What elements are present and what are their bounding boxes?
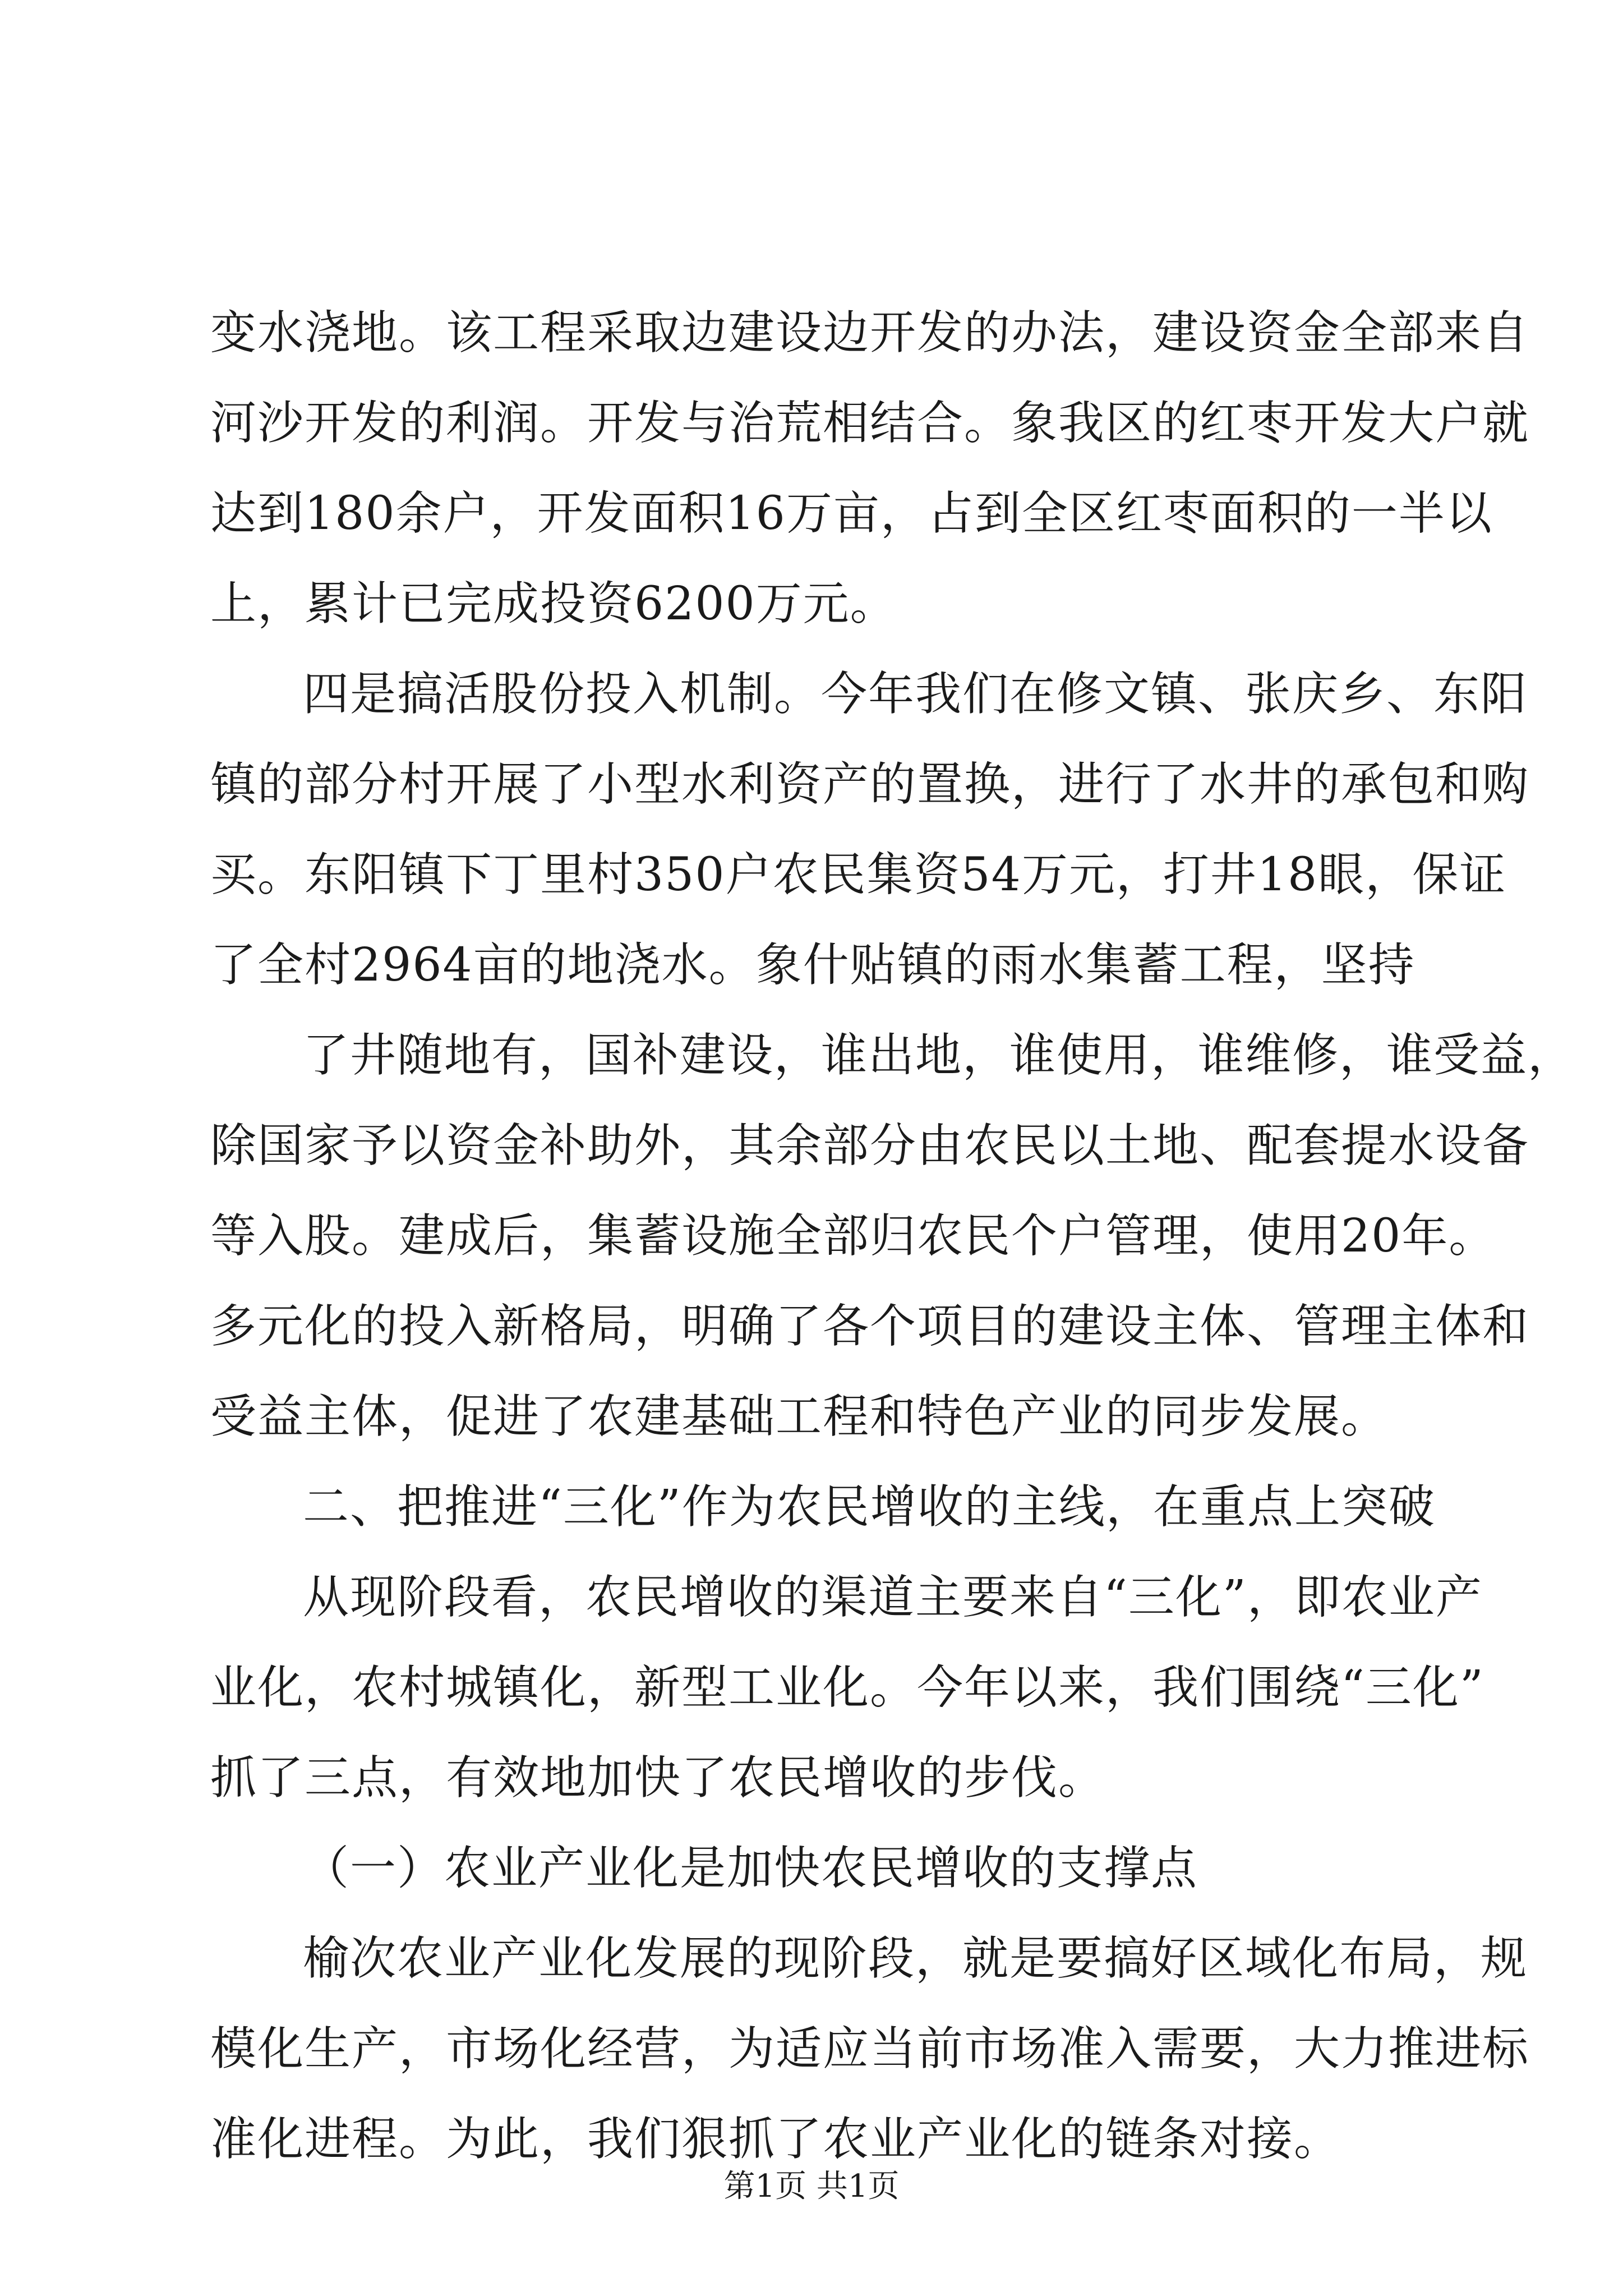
text-line: 受益主体，促进了农建基础工程和特色产业的同步发展。 xyxy=(210,1390,1389,1443)
text-line: 模化生产，市场化经营，为适应当前市场准入需要，大力推进标 xyxy=(210,2022,1530,2076)
text-line: 抓了三点，有效地加快了农民增收的步伐。 xyxy=(210,1751,1106,1805)
page-footer: 第1页 共1页 xyxy=(723,2168,900,2205)
text-line: 多元化的投入新格局，明确了各个项目的建设主体、管理主体和 xyxy=(210,1300,1530,1353)
text-line: 买。东阳镇下丁里村350户农民集资54万元，打井18眼，保证 xyxy=(210,848,1507,901)
text-line: 从现阶段看，农民增收的渠道主要来自“三化”，即农业产 xyxy=(303,1571,1483,1624)
text-line: 等入股。建成后，集蓄设施全部归农民个户管理，使用20年。 xyxy=(210,1209,1496,1263)
subsection-heading: （一）农业产业化是加快农民增收的支撑点 xyxy=(303,1842,1198,1895)
section-heading: 二、把推进“三化”作为农民增收的主线，在重点上突破 xyxy=(303,1480,1436,1534)
text-line: 了井随地有，国补建设，谁出地，谁使用，谁维修，谁受益， xyxy=(303,1029,1575,1082)
text-line: 四是搞活股份投入机制。今年我们在修文镇、张庆乡、东阳 xyxy=(303,668,1528,721)
text-line: 了全村2964亩的地浇水。象什贴镇的雨水集蓄工程，坚持 xyxy=(210,938,1415,992)
text-line: 榆次农业产业化发展的现阶段，就是要搞好区域化布局，规 xyxy=(303,1932,1528,1985)
text-line: 除国家予以资金补助外，其余部分由农民以土地、配套提水设备 xyxy=(210,1119,1530,1172)
text-line: 达到180余户，开发面积16万亩，占到全区红枣面积的一半以 xyxy=(210,487,1493,540)
text-line: 准化进程。为此，我们狠抓了农业产业化的链条对接。 xyxy=(210,2113,1341,2166)
text-line: 变水浇地。该工程采取边建设边开发的办法，建设资金全部来自 xyxy=(210,306,1530,360)
text-line: 镇的部分村开展了小型水利资产的置换，进行了水井的承包和购 xyxy=(210,758,1530,811)
text-line: 业化，农村城镇化，新型工业化。今年以来，我们围绕“三化” xyxy=(210,1661,1484,1714)
text-line: 河沙开发的利润。开发与治荒相结合。象我区的红枣开发大户就 xyxy=(210,397,1530,450)
text-line: 上，累计已完成投资6200万元。 xyxy=(210,577,897,631)
